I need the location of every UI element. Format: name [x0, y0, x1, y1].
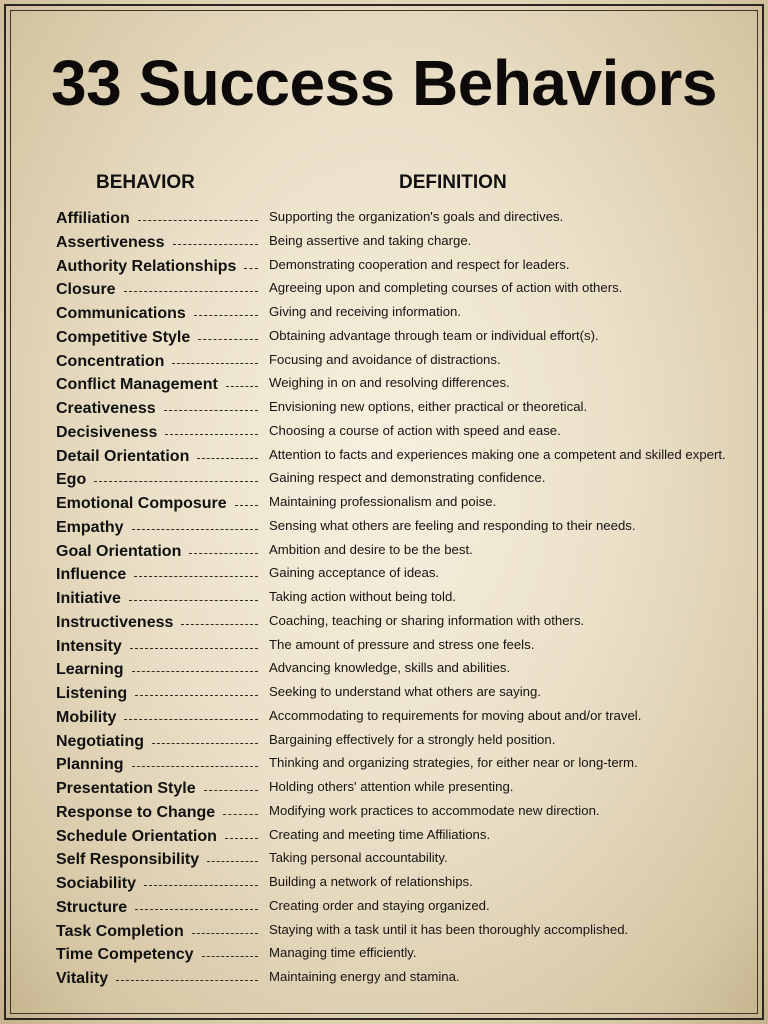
- list-item: [0, 397, 768, 421]
- list-item: [0, 255, 768, 279]
- list-item: [0, 278, 768, 302]
- behavior-definition: Weighing in on and resolving differences.: [269, 375, 510, 391]
- behavior-name: Time Competency: [56, 946, 194, 964]
- list-item: [0, 326, 768, 350]
- behavior-name: Self Responsibility: [56, 851, 200, 869]
- behavior-cell: [56, 850, 258, 870]
- behavior-cell: [56, 732, 258, 752]
- dotted-leader: [144, 885, 258, 886]
- dotted-leader: [235, 505, 258, 506]
- behavior-definition: Bargaining effectively for a strongly held position.: [269, 731, 556, 747]
- behavior-definition: Sensing what others are feeling and responding to their needs.: [269, 517, 636, 533]
- list-item: [0, 587, 768, 611]
- dotted-leader: [138, 220, 258, 221]
- dotted-leader: [204, 790, 258, 791]
- definition-column-header: DEFINITION: [399, 172, 507, 193]
- behavior-name: Response to Change: [56, 803, 216, 821]
- dotted-leader: [164, 410, 258, 411]
- list-item: [0, 492, 768, 516]
- behavior-name: Affiliation: [56, 210, 130, 227]
- behavior-definition: Attention to facts and experiences making one a competent and skilled expert.: [269, 446, 726, 462]
- behavior-name: Emotional Composure: [56, 495, 227, 512]
- behavior-name: Mobility: [56, 708, 117, 726]
- behavior-name: Schedule Orientation: [56, 827, 217, 845]
- dotted-leader: [189, 553, 258, 554]
- behavior-definition: Agreeing upon and completing courses of action with others.: [269, 280, 623, 296]
- behavior-name: Influence: [56, 566, 127, 584]
- list-item: [0, 753, 768, 777]
- dotted-leader: [152, 743, 258, 744]
- dotted-leader: [207, 861, 258, 862]
- behavior-definition: Building a network of relationships.: [269, 874, 473, 889]
- list-item: [0, 207, 768, 231]
- behavior-cell: [56, 423, 258, 443]
- dotted-leader: [202, 956, 258, 957]
- dotted-leader: [134, 576, 258, 577]
- behavior-definition: Taking personal accountability.: [269, 850, 448, 866]
- behavior-definition: Demonstrating cooperation and respect for leaders.: [269, 256, 570, 272]
- behavior-definition: The amount of pressure and stress one feels.: [269, 636, 535, 652]
- behavior-name: Decisiveness: [56, 423, 158, 441]
- behavior-list: [0, 207, 768, 991]
- behavior-cell: [56, 684, 258, 704]
- behavior-name: Assertiveness: [56, 233, 165, 251]
- list-item: [0, 825, 768, 849]
- behavior-definition: Holding others' attention while presenting.: [269, 779, 514, 794]
- behavior-cell: [56, 257, 258, 277]
- poster-title: 33 Success Behaviors: [51, 47, 717, 119]
- list-item: [0, 563, 768, 587]
- behavior-name: Empathy: [56, 518, 124, 536]
- behavior-name: Intensity: [56, 637, 122, 655]
- dotted-leader: [198, 339, 258, 340]
- behavior-definition: Seeking to understand what others are saying.: [269, 684, 541, 699]
- behavior-cell: [56, 280, 258, 300]
- dotted-leader: [192, 933, 258, 934]
- dotted-leader: [129, 600, 258, 601]
- behavior-cell: [56, 637, 258, 657]
- dotted-leader: [132, 529, 258, 530]
- list-item: [0, 658, 768, 682]
- list-item: [0, 421, 768, 445]
- behavior-definition: Thinking and organizing strategies, for either near or long-term.: [269, 755, 638, 771]
- list-item: [0, 540, 768, 564]
- list-item: [0, 635, 768, 659]
- list-item: [0, 872, 768, 896]
- dotted-leader: [124, 719, 258, 720]
- behavior-name: Task Completion: [56, 922, 184, 940]
- behavior-name: Vitality: [56, 970, 109, 987]
- behavior-cell: [56, 209, 258, 229]
- behavior-definition: Creating and meeting time Affiliations.: [269, 826, 491, 842]
- behavior-name: Learning: [56, 661, 124, 679]
- list-item: [0, 896, 768, 920]
- behavior-column-header: BEHAVIOR: [96, 172, 195, 193]
- behavior-definition: Coaching, teaching or sharing information with others.: [269, 612, 585, 628]
- behavior-cell: [56, 589, 258, 609]
- list-item: [0, 801, 768, 825]
- behavior-cell: [56, 827, 258, 847]
- dotted-leader: [124, 291, 258, 292]
- list-item: [0, 468, 768, 492]
- behavior-definition: Modifying work practices to accommodate new direction.: [269, 802, 600, 818]
- behavior-name: Negotiating: [56, 732, 144, 750]
- behavior-definition: Staying with a task until it has been thoroughly accomplished.: [269, 921, 629, 937]
- list-item: [0, 848, 768, 872]
- behavior-name: Instructiveness: [56, 613, 174, 631]
- list-item: [0, 302, 768, 326]
- behavior-definition: Focusing and avoidance of distractions.: [269, 351, 501, 367]
- behavior-name: Communications: [56, 305, 186, 322]
- behavior-cell: [56, 542, 258, 562]
- behavior-name: Competitive Style: [56, 328, 191, 346]
- behavior-name: Ego: [56, 471, 87, 489]
- behavior-cell: [56, 518, 258, 538]
- behavior-name: Planning: [56, 756, 124, 774]
- dotted-leader: [132, 766, 258, 767]
- behavior-cell: [56, 328, 258, 348]
- behavior-cell: [56, 375, 258, 395]
- dotted-leader: [197, 458, 258, 459]
- list-item: [0, 516, 768, 540]
- behavior-cell: [56, 304, 258, 324]
- list-item: [0, 231, 768, 255]
- dotted-leader: [130, 648, 258, 649]
- list-item: [0, 682, 768, 706]
- behavior-cell: [56, 969, 258, 989]
- behavior-name: Goal Orientation: [56, 542, 182, 560]
- behavior-definition: Being assertive and taking charge.: [269, 232, 472, 248]
- list-item: [0, 777, 768, 801]
- behavior-cell: [56, 922, 258, 942]
- dotted-leader: [135, 695, 258, 696]
- dotted-leader: [165, 434, 258, 435]
- behavior-definition: Obtaining advantage through team or individual effort(s).: [269, 327, 599, 343]
- list-item: [0, 706, 768, 730]
- behavior-definition: Maintaining professionalism and poise.: [269, 494, 497, 509]
- list-item: [0, 445, 768, 469]
- dotted-leader: [173, 244, 258, 245]
- behavior-definition: Gaining respect and demonstrating confidence.: [269, 470, 546, 486]
- behavior-name: Sociability: [56, 875, 137, 892]
- behavior-name: Listening: [56, 685, 128, 702]
- behavior-definition: Giving and receiving information.: [269, 304, 462, 319]
- behavior-name: Creativeness: [56, 400, 156, 417]
- behavior-definition: Supporting the organization's goals and directives.: [269, 209, 564, 224]
- behavior-cell: [56, 352, 258, 372]
- list-item: [0, 350, 768, 374]
- list-item: [0, 967, 768, 991]
- list-item: [0, 920, 768, 944]
- behavior-name: Presentation Style: [56, 780, 196, 797]
- behavior-cell: [56, 898, 258, 918]
- behavior-definition: Taking action without being told.: [269, 589, 456, 604]
- dotted-leader: [181, 624, 258, 625]
- behavior-definition: Choosing a course of action with speed and ease.: [269, 422, 561, 438]
- behavior-definition: Managing time efficiently.: [269, 945, 417, 961]
- behavior-definition: Creating order and staying organized.: [269, 897, 490, 913]
- dotted-leader: [116, 980, 258, 981]
- behavior-cell: [56, 803, 258, 823]
- behavior-cell: [56, 708, 258, 728]
- behavior-definition: Gaining acceptance of ideas.: [269, 565, 440, 581]
- dotted-leader: [223, 814, 258, 815]
- behavior-cell: [56, 565, 258, 585]
- behavior-definition: Accommodating to requirements for moving about and/or travel.: [269, 707, 642, 723]
- behavior-name: Initiative: [56, 590, 121, 607]
- behavior-definition: Maintaining energy and stamina.: [269, 969, 460, 984]
- behavior-cell: [56, 945, 258, 965]
- behavior-definition: Advancing knowledge, skills and abilities.: [269, 660, 511, 676]
- behavior-definition: Ambition and desire to be the best.: [269, 541, 473, 557]
- list-item: [0, 730, 768, 754]
- behavior-name: Conflict Management: [56, 376, 218, 394]
- list-item: [0, 611, 768, 635]
- dotted-leader: [94, 481, 258, 482]
- behavior-cell: [56, 755, 258, 775]
- dotted-leader: [226, 386, 258, 387]
- behavior-name: Detail Orientation: [56, 447, 190, 465]
- behavior-cell: [56, 613, 258, 633]
- behavior-name: Closure: [56, 281, 116, 299]
- behavior-cell: [56, 447, 258, 467]
- behavior-definition: Envisioning new options, either practical or theoretical.: [269, 399, 588, 414]
- dotted-leader: [172, 363, 258, 364]
- dotted-leader: [194, 315, 258, 316]
- behavior-cell: [56, 660, 258, 680]
- behavior-name: Concentration: [56, 352, 165, 370]
- behavior-cell: [56, 494, 258, 514]
- dotted-leader: [244, 268, 258, 269]
- list-item: [0, 373, 768, 397]
- behavior-cell: [56, 470, 258, 490]
- behavior-name: Structure: [56, 898, 128, 916]
- behavior-cell: [56, 874, 258, 894]
- dotted-leader: [225, 838, 258, 839]
- behavior-cell: [56, 779, 258, 799]
- behavior-cell: [56, 233, 258, 253]
- dotted-leader: [132, 671, 258, 672]
- dotted-leader: [135, 909, 258, 910]
- list-item: [0, 943, 768, 967]
- behavior-name: Authority Relationships: [56, 257, 237, 275]
- behavior-cell: [56, 399, 258, 419]
